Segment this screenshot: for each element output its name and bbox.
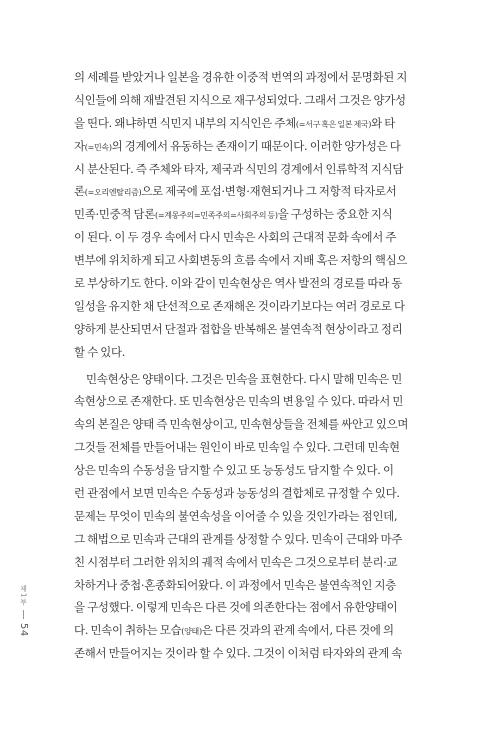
text-line <box>74 249 430 272</box>
text-line <box>74 619 430 642</box>
text-line <box>74 528 430 551</box>
text-line <box>74 459 430 482</box>
text-line <box>74 226 430 249</box>
annotation-text: (=서구 혹은 일본 제국) <box>295 119 372 129</box>
text-run: 상은 민속의 수동성을 담지할 수 있고 또 능동성도 담지할 수 있다. 이 <box>74 463 394 478</box>
annotation-text: (양태) <box>181 627 202 637</box>
text-line <box>74 390 430 413</box>
text-run: 을 구성했다. 이렇게 민속은 다른 것에 의존한다는 점에서 유한양태이 <box>74 600 398 615</box>
chapter-label: 제1부 <box>19 585 28 607</box>
text-line <box>74 505 430 528</box>
text-run: 할 수 있다. <box>74 344 126 359</box>
text-line <box>74 551 430 574</box>
annotation-text: (=민속) <box>84 142 112 152</box>
text-line <box>74 272 430 295</box>
text-run: 문제는 무엇이 민속의 불연속성을 이어줄 수 있을 것인가라는 점인데, <box>74 508 398 523</box>
text-run: 민속현상은 양태이다. 그것은 민속을 표현한다. 다시 말해 민속은 민 <box>86 371 403 386</box>
text-run: 민족·민중적 담론 <box>74 207 156 222</box>
text-run: 을 구성하는 중요한 지식 <box>277 207 393 222</box>
text-line <box>74 596 430 619</box>
text-run: 속의 본질은 양태 즉 민속현상이고, 민속현상들을 전체를 싸안고 있으며 <box>74 417 409 432</box>
paragraph <box>74 66 430 364</box>
text-run: 다. 민속이 취하는 모습 <box>74 623 182 638</box>
text-run: 의 경계에서 유동하는 존재이기 때문이다. 이러한 양가성은 다 <box>111 138 401 153</box>
text-run: 론 <box>74 184 85 199</box>
text-run: 일성을 유지한 채 단선적으로 존재해온 것이라기보다는 여러 경로로 다 <box>74 298 405 313</box>
text-line <box>74 158 430 181</box>
text-run: 그것들 전체를 만들어내는 원인이 바로 민속일 수 있다. 그런데 민속현 <box>74 440 400 455</box>
text-run: 은 다른 것과의 관계 속에서, 다른 것에 의 <box>201 623 394 638</box>
text-line <box>74 482 430 505</box>
text-line <box>74 368 430 391</box>
text-line <box>74 341 430 364</box>
text-run: 시 분산된다. 즉 주체와 타자, 제국과 식민의 경계에서 인류학적 지식담 <box>74 161 404 176</box>
running-footer <box>18 585 29 637</box>
text-run: 친 시점부터 그러한 위치의 궤적 속에서 민속은 그것으로부터 분리·교 <box>74 554 398 569</box>
text-run: 런 관점에서 보면 민속은 수동성과 능동성의 결합체로 규정할 수 있다. <box>74 486 400 501</box>
footer-divider <box>23 610 24 619</box>
text-run: 자 <box>74 138 85 153</box>
text-line <box>74 66 430 89</box>
text-line <box>74 180 430 203</box>
text-line <box>74 89 430 112</box>
text-run: 이 된다. 이 두 경우 속에서 다시 민속은 사회의 근대적 문화 속에서 주 <box>74 230 397 245</box>
text-line <box>74 135 430 158</box>
annotation-text: (=계몽주의=민족주의=사회주의 등) <box>155 211 278 221</box>
text-run: 변부에 위치하게 되고 사회변동의 흐름 속에서 지배 혹은 저항의 핵심으 <box>74 253 408 268</box>
text-run: 을 띤다. 왜냐하면 식민지 내부의 지식인은 주체 <box>74 115 296 130</box>
text-run: 으로 제국에 포섭·변형·재현되거나 그 저항적 타자로서 <box>141 184 397 199</box>
text-run: 식인들에 의해 재발견된 지식으로 재구성되었다. 그래서 그것은 양가성 <box>74 92 406 107</box>
text-line <box>74 203 430 226</box>
text-line <box>74 295 430 318</box>
text-run: 의 세례를 받았거나 일본을 경유한 이중적 번역의 과정에서 문명화된 지 <box>74 70 408 84</box>
body-text <box>74 66 430 665</box>
paragraph <box>74 368 430 666</box>
text-run: 존해서 만들어지는 것이라 할 수 있다. 그것이 이처럼 타자와의 관계 속 <box>74 646 403 661</box>
text-line <box>74 413 430 436</box>
text-line <box>74 318 430 341</box>
text-line <box>74 112 430 135</box>
text-run: 그 해법으로 민속과 근대의 관계를 상정할 수 있다. 민속이 근대와 마주 <box>74 531 403 546</box>
text-line <box>74 574 430 597</box>
annotation-text: (=오리엔탈리즘) <box>84 188 142 198</box>
text-run: 양하게 분산되면서 단절과 접합을 반복해온 불연속적 현상이라고 정리 <box>74 321 403 336</box>
text-run: 속현상으로 존재한다. 또 민속현상은 민속의 변용일 수 있다. 따라서 민 <box>74 394 404 409</box>
text-run: 로 부상하기도 한다. 이와 같이 민속현상은 역사 발전의 경로를 따라 동 <box>74 276 403 291</box>
text-run: 와 타 <box>371 115 396 130</box>
text-line <box>74 642 430 665</box>
page-number: 54 <box>18 623 29 638</box>
text-run: 차하거나 중첩·혼종화되어왔다. 이 과정에서 민속은 불연속적인 지층 <box>74 577 397 592</box>
text-line <box>74 436 430 459</box>
